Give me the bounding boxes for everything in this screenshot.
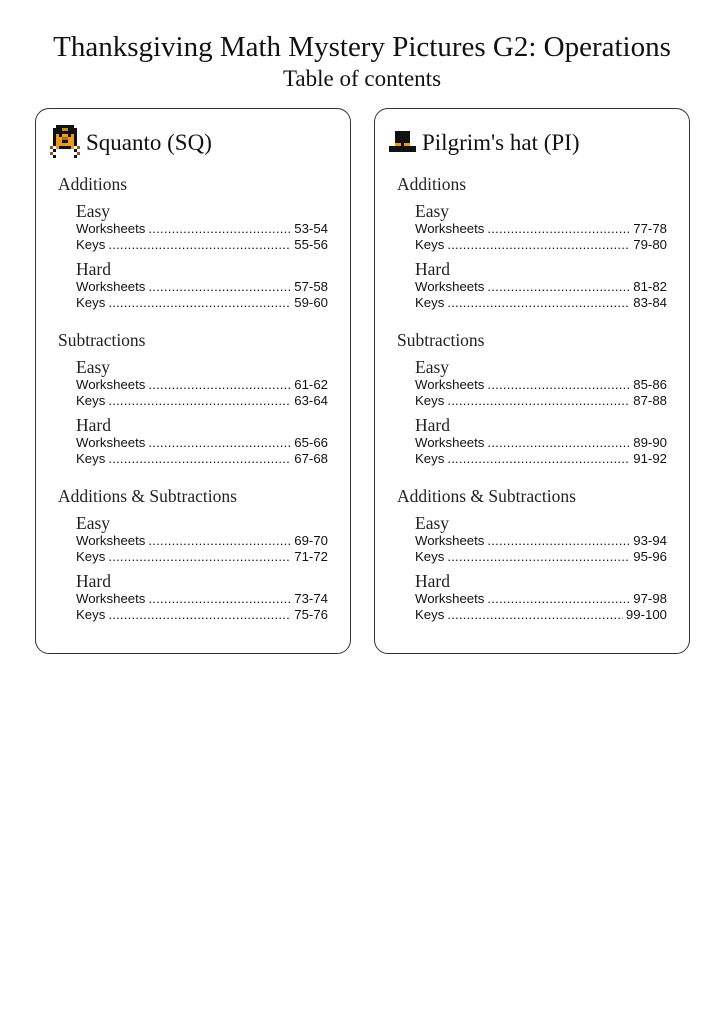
row-label: Worksheets (76, 435, 146, 450)
dot-leader (487, 279, 630, 295)
dot-leader (108, 607, 291, 623)
toc-row (415, 221, 667, 237)
row-label: Worksheets (76, 279, 146, 294)
section-title: Additions & Subtractions (58, 486, 237, 506)
row-label: Keys (76, 607, 106, 622)
level-hard (76, 571, 328, 623)
toc-box-pilgrim-hat (374, 108, 690, 654)
dot-leader (447, 393, 630, 409)
toc-row (415, 393, 667, 409)
row-pages: 93-94 (633, 533, 667, 548)
level-easy (76, 513, 328, 565)
level-title: Easy (76, 357, 111, 377)
row-pages: 69-70 (294, 533, 328, 548)
level-easy (415, 201, 667, 253)
dot-leader (447, 607, 623, 623)
toc-row (76, 377, 328, 393)
toc-row (415, 279, 667, 295)
toc-row (415, 435, 667, 451)
level-title: Easy (415, 357, 450, 377)
dot-leader (148, 279, 291, 295)
row-label: Keys (76, 237, 106, 252)
level-easy (76, 201, 328, 253)
row-label: Worksheets (76, 377, 146, 392)
row-pages: 83-84 (633, 295, 667, 310)
row-label: Worksheets (415, 591, 485, 606)
level-title: Easy (415, 513, 450, 533)
box-title: Pilgrim's hat (PI) (422, 130, 580, 155)
toc-row (76, 591, 328, 607)
pilgrim-hat-icon (389, 131, 416, 161)
row-pages: 77-78 (633, 221, 667, 236)
section-additions-subtractions (58, 485, 328, 623)
row-pages: 89-90 (633, 435, 667, 450)
dot-leader (447, 451, 630, 467)
toc-row (415, 451, 667, 467)
row-label: Worksheets (76, 533, 146, 548)
dot-leader (148, 377, 291, 393)
toc-row (76, 279, 328, 295)
level-title: Hard (76, 259, 111, 279)
row-pages: 99-100 (625, 607, 667, 622)
level-title: Easy (415, 201, 450, 221)
row-label: Worksheets (415, 279, 485, 294)
level-title: Easy (76, 513, 111, 533)
row-label: Keys (415, 607, 445, 622)
box-title: Squanto (SQ) (86, 130, 212, 155)
toc-row (76, 451, 328, 467)
section-title: Subtractions (397, 330, 485, 350)
row-pages: 79-80 (633, 237, 667, 252)
level-hard (415, 415, 667, 467)
dot-leader (148, 533, 291, 549)
dot-leader (148, 221, 291, 237)
toc-row (76, 295, 328, 311)
row-label: Keys (76, 549, 106, 564)
row-pages: 57-58 (294, 279, 328, 294)
toc-row (76, 393, 328, 409)
level-hard (415, 259, 667, 311)
section-additions (58, 173, 328, 311)
dot-leader (487, 435, 630, 451)
toc-row (76, 435, 328, 451)
dot-leader (148, 591, 291, 607)
dot-leader (487, 221, 630, 237)
row-pages: 65-66 (294, 435, 328, 450)
box-header (389, 121, 579, 161)
dot-leader (487, 533, 630, 549)
toc-row (415, 237, 667, 253)
section-title: Additions (58, 174, 128, 194)
row-label: Keys (76, 451, 106, 466)
row-label: Worksheets (415, 221, 485, 236)
toc-row (76, 533, 328, 549)
level-title: Easy (76, 201, 111, 221)
page-subtitle: Table of contents (282, 66, 442, 91)
row-label: Worksheets (415, 377, 485, 392)
row-label: Worksheets (415, 533, 485, 548)
row-pages: 53-54 (294, 221, 328, 236)
dot-leader (148, 435, 291, 451)
row-label: Keys (415, 237, 445, 252)
row-label: Keys (415, 295, 445, 310)
dot-leader (447, 549, 630, 565)
squanto-icon (50, 125, 80, 161)
section-additions (397, 173, 667, 311)
row-label: Keys (415, 451, 445, 466)
section-title: Additions & Subtractions (397, 486, 576, 506)
row-pages: 87-88 (633, 393, 667, 408)
level-hard (415, 571, 667, 623)
row-pages: 85-86 (633, 377, 667, 392)
row-pages: 95-96 (633, 549, 667, 564)
level-title: Hard (415, 571, 450, 591)
dot-leader (108, 237, 291, 253)
row-pages: 67-68 (294, 451, 328, 466)
row-pages: 73-74 (294, 591, 328, 606)
level-title: Hard (76, 415, 111, 435)
row-pages: 55-56 (294, 237, 328, 252)
level-easy (415, 357, 667, 409)
level-title: Hard (415, 415, 450, 435)
dot-leader (108, 295, 291, 311)
level-hard (76, 259, 328, 311)
level-easy (76, 357, 328, 409)
dot-leader (108, 549, 291, 565)
row-pages: 59-60 (294, 295, 328, 310)
row-pages: 75-76 (294, 607, 328, 622)
toc-row (76, 237, 328, 253)
row-pages: 63-64 (294, 393, 328, 408)
toc-row (415, 377, 667, 393)
level-easy (415, 513, 667, 565)
toc-row (76, 221, 328, 237)
section-subtractions (397, 329, 667, 467)
row-pages: 71-72 (294, 549, 328, 564)
toc-row (415, 591, 667, 607)
section-title: Subtractions (58, 330, 146, 350)
dot-leader (108, 393, 291, 409)
row-label: Keys (76, 295, 106, 310)
dot-leader (447, 295, 630, 311)
row-label: Keys (415, 393, 445, 408)
level-hard (76, 415, 328, 467)
dot-leader (108, 451, 291, 467)
row-label: Worksheets (415, 435, 485, 450)
dot-leader (487, 377, 630, 393)
toc-row (415, 295, 667, 311)
toc-row (415, 607, 667, 623)
section-additions-subtractions (397, 485, 667, 623)
row-label: Worksheets (76, 221, 146, 236)
page-title: Thanksgiving Math Mystery Pictures G2: Operations (53, 31, 671, 63)
section-subtractions (58, 329, 328, 467)
row-pages: 61-62 (294, 377, 328, 392)
row-label: Worksheets (76, 591, 146, 606)
dot-leader (447, 237, 630, 253)
toc-box-squanto (35, 108, 351, 654)
row-pages: 97-98 (633, 591, 667, 606)
row-pages: 81-82 (633, 279, 667, 294)
toc-row (415, 549, 667, 565)
row-label: Keys (76, 393, 106, 408)
toc-row (76, 549, 328, 565)
toc-row (415, 533, 667, 549)
level-title: Hard (415, 259, 450, 279)
row-label: Keys (415, 549, 445, 564)
toc-row (76, 607, 328, 623)
box-header (50, 121, 212, 161)
dot-leader (487, 591, 630, 607)
row-pages: 91-92 (633, 451, 667, 466)
section-title: Additions (397, 174, 467, 194)
level-title: Hard (76, 571, 111, 591)
